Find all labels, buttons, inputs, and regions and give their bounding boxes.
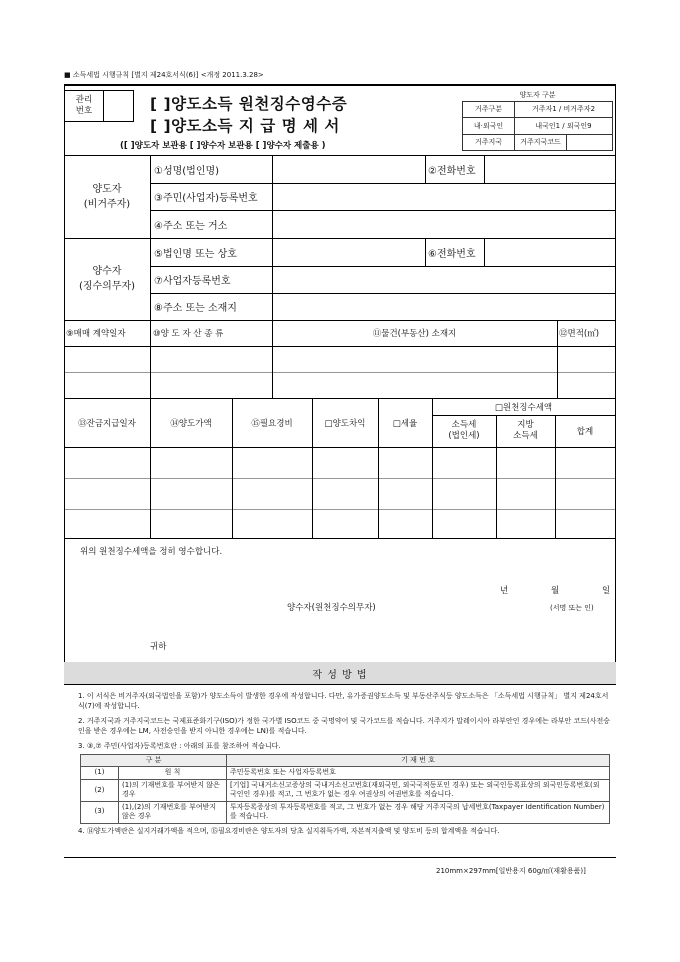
guide-row-2-category: (1)의 기재번호를 부여받지 않은 경우	[119, 779, 227, 801]
receipt-month: 월	[551, 586, 560, 596]
guide-row-1-no: (1)	[81, 767, 119, 779]
title-statement: [ ]양도소득 지 급 명 세 서	[150, 117, 340, 135]
residency-options[interactable]: 거주자1 / 비거주자2	[515, 101, 613, 118]
total-label: 합계	[576, 427, 594, 437]
guide-row-3-category: (1),(2)의 기재번호를 부여받지 않은 경우	[119, 801, 227, 823]
receipt-statement: 위의 원천징수세액을 정히 영수합니다.	[80, 547, 223, 557]
copy-options: ([ ]양도자 보관용 [ ]양수자 보관용 [ ]양수자 제출용 )	[120, 141, 326, 151]
local-tax-label: 지방 소득세	[513, 420, 538, 441]
mgmt-number-label: 관리 번호	[75, 94, 93, 116]
guide-note-2: 2. 거주지국과 거주지국코드는 국제표준화기구(ISO)가 정한 국가별 ISO코드 중 국명약어 및 국가코드를 적습니다. 거주지가 말레이시아 라부안인 경우에는 라부안 코드(사전승인을 받은 경우에는 LM, 사전승인을 받지 아니한 경우에는 LN)를 적습니다.	[78, 717, 611, 736]
transferor-type-table	[462, 89, 612, 151]
guide-row-3-text: 투자등록증상의 투자등록번호를 적고, 그 번호가 없는 경우 해당 거주지국의 납세번호(Taxpayer Identification Number)를 적습니다.	[227, 801, 610, 823]
gain-label: □양도차익	[324, 418, 366, 429]
expense-label: ⑮필요경비	[251, 418, 293, 429]
buyer-name-label: ⑤법인명 또는 상호	[154, 248, 237, 260]
guide-row-2-text: [기업] 국내거소신고증상의 국내거소신고번호(재외국민, 외국국적동포인 경우) 또는 외국인등록표상의 외국인등록번호(외국인인 경우)를 적고, 그 번호가 없는 경우 여권상의 여권번호를 적습니다.	[227, 779, 610, 801]
receipt-to: 귀하	[150, 642, 167, 652]
nationality-options[interactable]: 내국인1 / 외국인9	[515, 118, 613, 135]
residence-code-label: 거주지국코드	[515, 134, 567, 151]
signature-field[interactable]	[400, 598, 540, 614]
residence-country-label: 거주지국	[463, 134, 515, 151]
contract-date-label: ⑨매매 계약일자	[66, 329, 126, 339]
guide-heading: 작 성 방 법	[64, 662, 616, 684]
mgmt-number-field[interactable]	[104, 90, 134, 122]
guide-row-1-category: 원 칙	[119, 767, 227, 779]
buyer-biz-label: ⑦사업자등록번호	[154, 276, 231, 287]
seller-phone-label: ②전화번호	[428, 165, 476, 177]
buyer-phone-label: ⑥전화번호	[428, 248, 476, 260]
buyer-biz-field[interactable]	[273, 267, 614, 292]
guide-table-head-number: 기 재 번 호	[227, 755, 610, 767]
buyer-group-label: 양수자 (징수의무자)	[78, 266, 136, 292]
rate-label: □세율	[392, 418, 418, 429]
title-receipt: [ ]양도소득 원천징수영수증	[150, 95, 348, 113]
buyer-address-label: ⑧주소 또는 소재지	[154, 303, 237, 314]
seller-name-label: ①성명(법인명)	[154, 165, 220, 177]
balance-date-label: ⑬잔금지급일자	[78, 418, 136, 429]
guide-note-1: 1. 이 서식은 비거주자(외국법인을 포함)가 양도소득이 발생한 경우에 작성합니다. 다만, 유가증권양도소득 및 부동산주식등 양도소득은 「소득세법 시행규칙」 별지 제24호서식(7)에 작성합니다.	[78, 692, 609, 711]
asset-type-label: ⑩양 도 자 산 종 류	[153, 329, 224, 339]
buyer-address-field[interactable]	[273, 294, 614, 319]
guide-row-3-no: (3)	[81, 801, 119, 823]
guide-note-3: 3. ③,⑦ 주민(사업자)등록번호란 : 아래의 표를 참조하여 적습니다.	[78, 742, 281, 750]
mgmt-number-label-box	[64, 90, 104, 122]
seller-group-label: 양도자 (비거주자)	[83, 183, 131, 210]
seller-reg-label: ③주민(사업자)등록번호	[154, 193, 258, 204]
residency-label: 거주구분	[463, 101, 515, 118]
guide-table-head-category: 구 분	[81, 755, 227, 767]
seller-phone-field[interactable]	[485, 156, 614, 182]
receipt-year: 년	[500, 586, 509, 596]
buyer-phone-field[interactable]	[485, 239, 614, 265]
asset-rows[interactable]	[65, 347, 615, 397]
seller-name-field[interactable]	[273, 156, 424, 182]
guide-note-4: 4. ⑭양도가액란은 실지거래가액을 적으며, ⑮필요경비란은 양도자의 당초 실지취득가액, 자본적지출액 및 양도비 등의 합계액을 적습니다.	[78, 827, 500, 835]
seller-address-field[interactable]	[273, 211, 614, 237]
buyer-name-field[interactable]	[273, 239, 424, 265]
seller-address-label: ④주소 또는 거소	[154, 220, 228, 232]
receipt-signer: 양수자(원천징수의무자)	[287, 603, 376, 613]
guide-row-2-no: (2)	[81, 779, 119, 801]
form-reference: ■ 소득세법 시행규칙 [별지 제24호서식(6)] <개정 2011.3.28>	[64, 71, 264, 79]
area-label: ⑫면적(㎡)	[559, 329, 600, 339]
paper-spec: 210mm×297mm[일반용지 60g/㎡(재활용품)]	[436, 867, 586, 875]
payment-rows[interactable]	[65, 448, 615, 537]
receipt-sign-note: (서명 또는 인)	[550, 604, 594, 612]
nationality-label: 내·외국인	[463, 118, 515, 135]
guide-row-1-text: 주민등록번호 또는 사업자등록번호	[227, 767, 610, 779]
residence-code-field[interactable]	[567, 134, 613, 151]
seller-reg-field[interactable]	[273, 184, 614, 209]
location-label: ⑪물건(부동산) 소재지	[372, 329, 457, 339]
transferor-type-heading: 양도자 구분	[463, 89, 613, 101]
price-label: ⑭양도가액	[170, 418, 212, 429]
income-tax-label: 소득세 (법인세)	[448, 420, 480, 441]
withholding-label: □원천징수세액	[494, 402, 553, 413]
receipt-day: 일	[602, 586, 611, 596]
id-guide-table	[80, 754, 610, 824]
